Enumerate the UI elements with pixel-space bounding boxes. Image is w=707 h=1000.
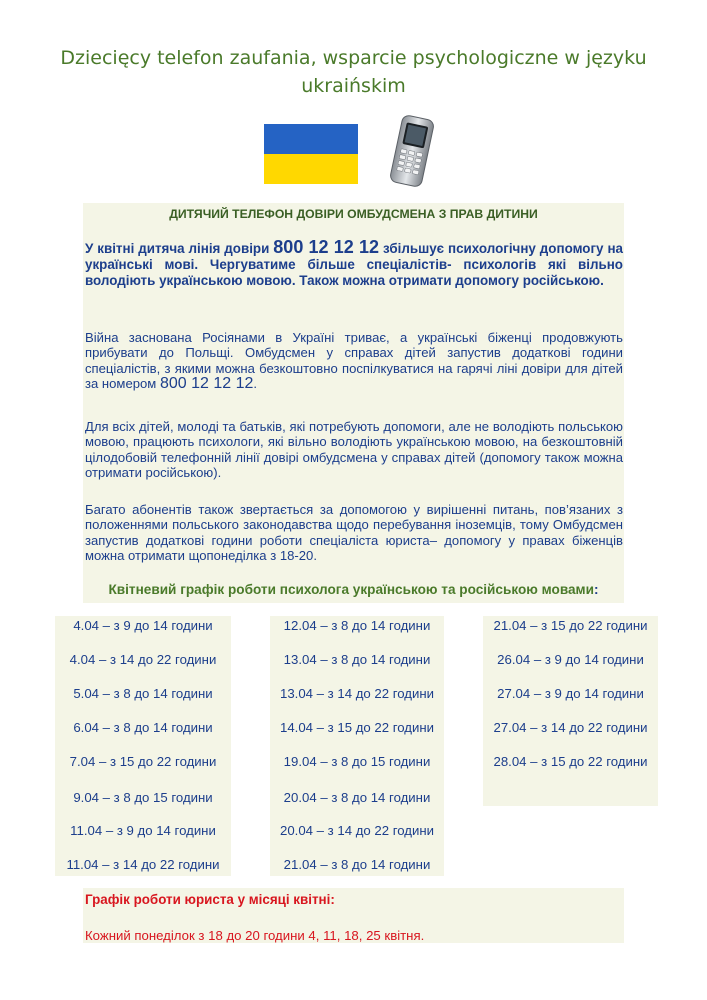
- schedule-item: 12.04 – з 8 до 14 години: [283, 618, 431, 633]
- schedule-item: 20.04 – з 14 до 22 години: [279, 823, 434, 838]
- schedule-item: 9.04 – з 8 до 15 години: [73, 790, 213, 805]
- schedule-item: 4.04 – з 14 до 22 години: [69, 652, 217, 667]
- schedule-title: [83, 582, 624, 597]
- schedule-column-3: [483, 616, 658, 806]
- mobile-phone-icon: [386, 113, 438, 188]
- schedule-item: 13.04 – з 8 до 14 години: [283, 652, 431, 667]
- schedule-item: 13.04 – з 14 до 22 години: [279, 686, 434, 701]
- schedule-item: 20.04 – з 8 до 14 години: [283, 790, 431, 805]
- intro-rest: збільшує психологічну допомогу на українські мові. Чергуватиме більше спеціалістів- психологів які вільно володіють українською мовою. Також можна отримати допомогу російською.: [85, 241, 623, 288]
- flag-blue-stripe: [264, 124, 358, 154]
- schedule-item: 5.04 – з 8 до 14 години: [73, 686, 213, 701]
- lawyer-schedule-title: Графік роботи юриста у місяці квітні:: [85, 892, 335, 907]
- schedule-item: 27.04 – з 14 до 22 години: [493, 720, 648, 735]
- schedule-item: 27.04 – з 9 до 14 години: [497, 686, 644, 701]
- schedule-item: 28.04 – з 15 до 22 години: [493, 754, 648, 769]
- intro-lead: У квітні дитяча лінія довіри: [85, 241, 270, 256]
- war-paragraph: [85, 330, 623, 392]
- schedule-item: 26.04 – з 9 до 14 години: [497, 652, 644, 667]
- schedule-item: 21.04 – з 8 до 14 години: [283, 857, 431, 872]
- hotline-number: 800 12 12 12: [273, 237, 380, 257]
- schedule-item: 11.04 – з 9 до 14 години: [70, 823, 216, 838]
- schedule-column-2: [270, 616, 444, 876]
- flag-yellow-stripe: [264, 154, 358, 184]
- hotline-number-2: 800 12 12 12: [159, 375, 254, 393]
- schedule-item: 11.04 – з 14 до 22 години: [66, 857, 220, 872]
- ukrainian-flag-icon: [264, 124, 358, 184]
- schedule-item: 21.04 – з 15 до 22 години: [493, 618, 648, 633]
- schedule-item: 14.04 – з 15 до 22 години: [279, 720, 434, 735]
- schedule-item: 4.04 – з 9 до 14 години: [73, 618, 213, 633]
- info-heading: ДИТЯЧИЙ ТЕЛЕФОН ДОВІРИ ОМБУДСМЕНА З ПРАВ ДИТИНИ: [169, 207, 538, 221]
- schedule-item: 19.04 – з 8 до 15 години: [283, 754, 431, 769]
- psychologists-paragraph: Для всіх дітей, молоді та батьків, які потребують допомоги, але не володіють польською мовою, працюють психологи, які вільно володіють українською мовою, на безкоштовній цілодобовій телефонній лінії довірі омбудсмена у справах дітей (допомогу також можна отримати російською).: [85, 419, 623, 481]
- schedule-title-colon: :: [593, 582, 599, 597]
- schedule-column-1: [55, 616, 231, 876]
- schedule-title-text: Квітневий графік роботи психолога українською та російською мовами: [108, 582, 594, 597]
- war-text: Війна заснована Росіянами в Україні триває, а українські біженці продовжують прибувати до Польщі. Омбудсмен у справах дітей запустив додаткові години спеціалістів, з якими можна безкоштовно поспілкуватися на гарячі ліні довіри для дітей за номером: [85, 330, 623, 392]
- schedule-item: 6.04 – з 8 до 14 години: [73, 720, 213, 735]
- lawyer-schedule-text: Кожний понеділок з 18 до 20 години 4, 11, 18, 25 квітня.: [85, 928, 425, 943]
- schedule-item: 7.04 – з 15 до 22 години: [69, 754, 217, 769]
- war-end: .: [253, 376, 257, 392]
- lawyer-info-paragraph: Багато абонентів також звертається за допомогою у вирішенні питань, пов’язаних з положеннями польського законодавства щодо перебування іноземців, тому Омбудсмен запустив додаткові години роботи спеціаліста юриста– допомогу у правах біженців можна отримати щопонеділка з 18-20.: [85, 502, 623, 564]
- intro-paragraph: [85, 237, 623, 288]
- document-title: Dziecięcy telefon zaufania, wsparcie psychologiczne w języku ukraińskim: [60, 47, 647, 97]
